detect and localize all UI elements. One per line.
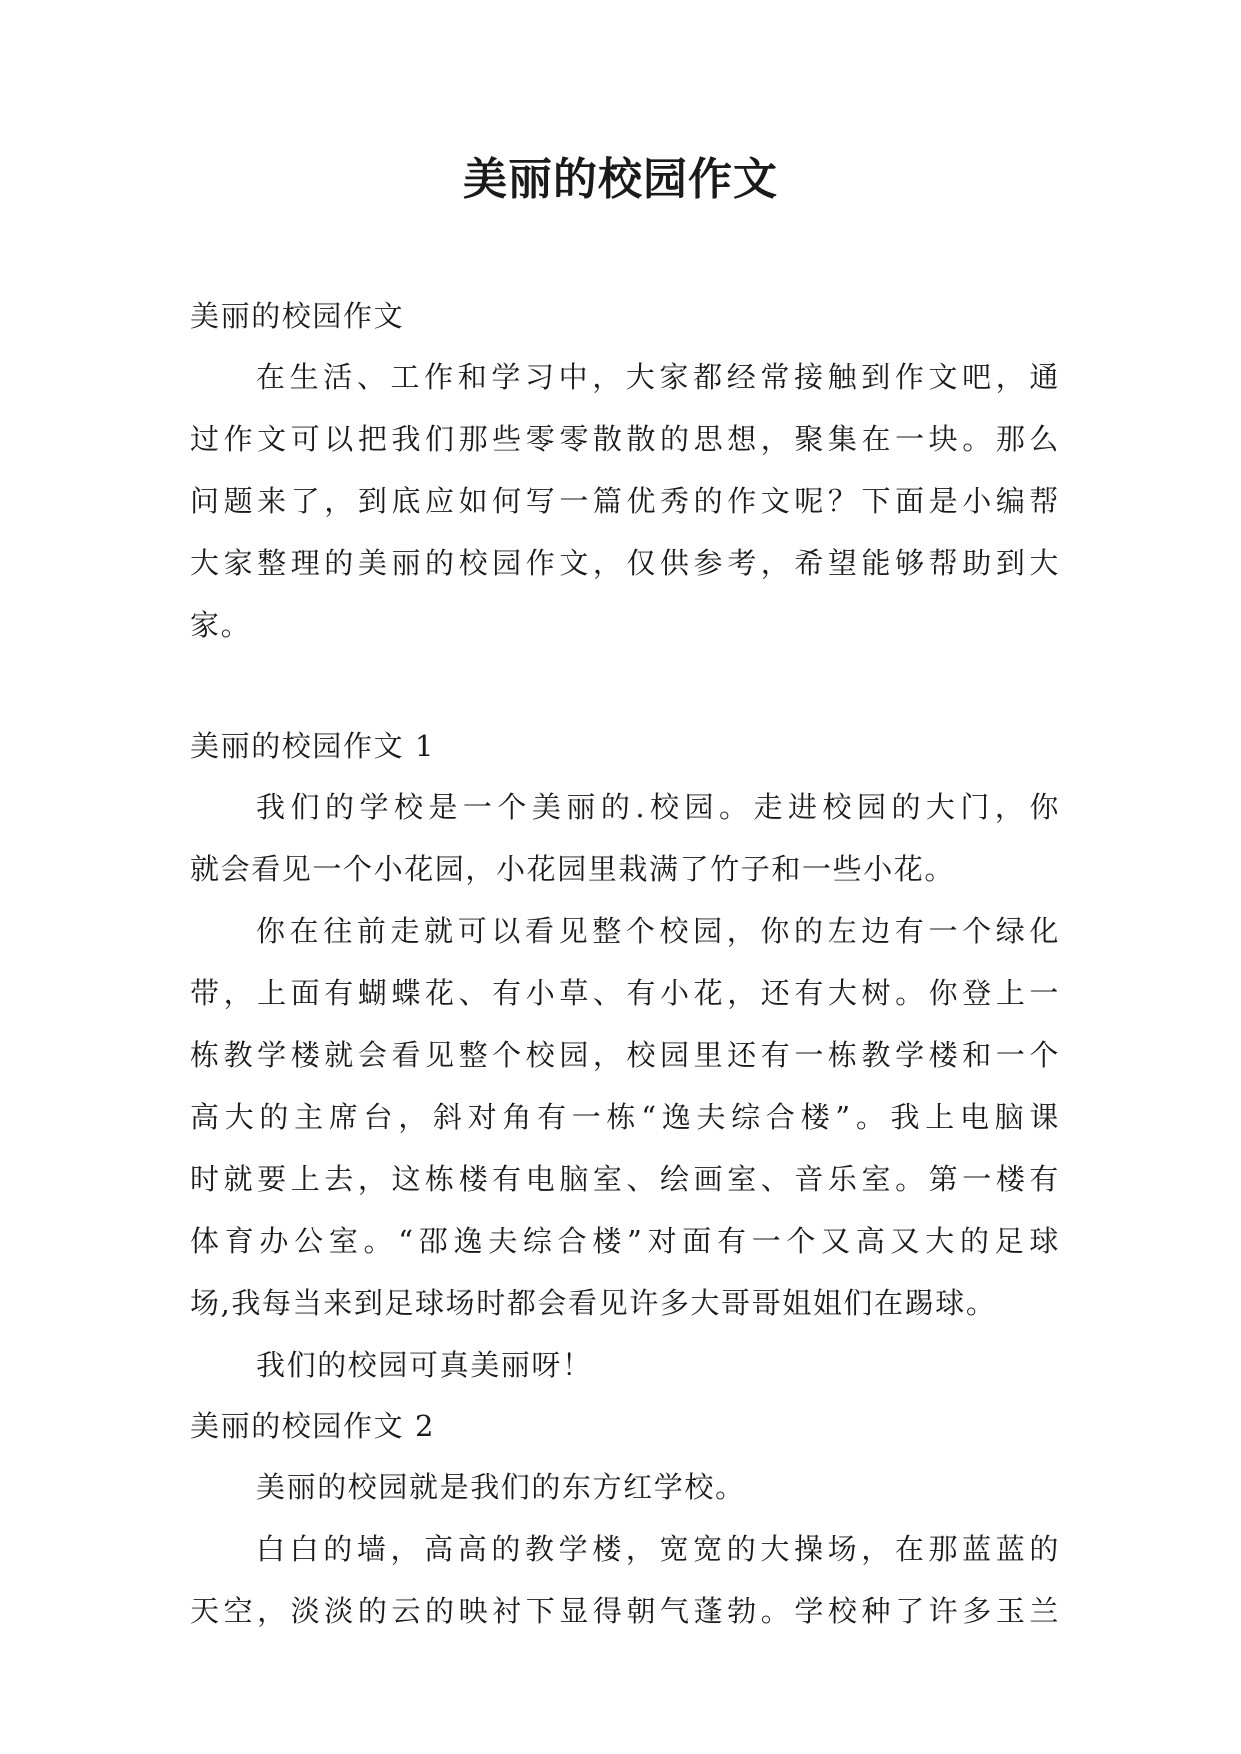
paragraph-line: 体育办公室。“邵逸夫综合楼”对面有一个又高又大的足球 [190, 1224, 1060, 1258]
intro-paragraph [190, 346, 1060, 656]
essay2-paragraph-1 [190, 1456, 1060, 1518]
paragraph-line: 大家整理的美丽的校园作文，仅供参考，希望能够帮助到大 [190, 546, 1060, 580]
paragraph-line: 白白的墙，高高的教学楼，宽宽的大操场，在那蓝蓝的 [256, 1532, 1060, 1566]
paragraph-line: 天空，淡淡的云的映衬下显得朝气蓬勃。学校种了许多玉兰 [190, 1594, 1060, 1628]
document-title: 美丽的校园作文 [463, 154, 778, 205]
paragraph-line: 过作文可以把我们那些零零散散的思想，聚集在一块。那么 [190, 422, 1060, 456]
section-gap [190, 656, 1060, 716]
paragraph-line: 我们的校园可真美丽呀！ [256, 1348, 593, 1382]
paragraph-line: 我们的学校是一个美丽的.校园。走进校园的大门，你 [256, 790, 1060, 824]
essay1-paragraph-1 [190, 776, 1060, 900]
essay2-paragraph-2 [190, 1518, 1060, 1642]
paragraph-line: 你在往前走就可以看见整个校园，你的左边有一个绿化 [256, 914, 1060, 948]
paragraph-line: 栋教学楼就会看见整个校园，校园里还有一栋教学楼和一个 [190, 1038, 1060, 1072]
paragraph-line: 家。 [190, 608, 252, 642]
paragraph-line: 就会看见一个小花园，小花园里栽满了竹子和一些小花。 [190, 852, 956, 886]
essay2-heading: 美丽的校园作文 2 [190, 1409, 436, 1443]
document-body [190, 286, 1060, 1642]
paragraph-line: 时就要上去，这栋楼有电脑室、绘画室、音乐室。第一楼有 [190, 1162, 1060, 1196]
paragraph-line: 带，上面有蝴蝶花、有小草、有小花，还有大树。你登上一 [190, 976, 1060, 1010]
paragraph-line: 场,我每当来到足球场时都会看见许多大哥哥姐姐们在踢球。 [190, 1286, 997, 1320]
paragraph-line: 高大的主席台，斜对角有一栋“逸夫综合楼”。我上电脑课 [190, 1100, 1060, 1134]
essay1-paragraph-2 [190, 900, 1060, 1334]
paragraph-line: 在生活、工作和学习中，大家都经常接触到作文吧，通 [256, 360, 1060, 394]
paragraph-line: 美丽的校园就是我们的东方红学校。 [256, 1470, 746, 1504]
intro-heading: 美丽的校园作文 [190, 299, 405, 333]
paragraph-line: 问题来了，到底应如何写一篇优秀的作文呢？下面是小编帮 [190, 484, 1060, 518]
essay1-heading: 美丽的校园作文 1 [190, 729, 436, 763]
essay1-paragraph-3 [190, 1334, 1060, 1396]
